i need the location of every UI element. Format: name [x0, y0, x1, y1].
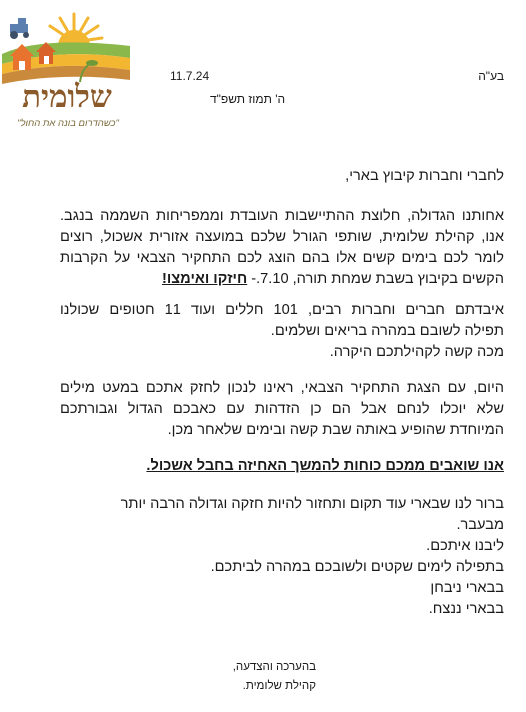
paragraph-2-line: מכה קשה לקהילתכם היקרה.: [329, 344, 504, 360]
paragraph-5-line: ליבנו איתכם.: [426, 538, 504, 554]
paragraph-3: [60, 378, 504, 441]
paragraph-2-line: איבדתם חברים וחברות רבים, 101 חללים ועוד 11 חטופים שכולנו: [60, 302, 504, 318]
logo-artwork-icon: [2, 8, 130, 88]
document-date: 11.7.24: [170, 69, 210, 83]
paragraph-3-line: שלא יוכלו לנחם אבל הם כן הזדהות עם כאבכם הגדול וגבורתכם: [60, 401, 504, 417]
logo-slogan: "כשהדרום בונה את החול": [17, 118, 119, 129]
paragraph-1-line: אחותנו הגדולה, חלוצת ההתיישבות העובדת וממפריחות השממה בנגב.: [60, 208, 504, 224]
paragraph-6-line: בבארי ננצח.: [428, 601, 504, 617]
greeting-line: לחברי וחברות קיבוץ בארי,: [345, 168, 504, 184]
paragraph-2-line: תפילה לשובם במהרה בריאים ושלמים.: [270, 323, 504, 339]
letter-signature: [233, 658, 316, 696]
paragraph-5-line: מבעבר.: [456, 517, 504, 533]
paragraph-4: [60, 456, 504, 477]
paragraph-6-line: בבארי ניבחן: [430, 580, 504, 596]
paragraph-1-line: לומר לכם בימים קשים אלו בהם הוצג לכם התחקיר הצבאי על הקרבות: [60, 250, 504, 266]
paragraph-3-line: המיוחדת שהופיע באותה שבת קשה ובימים שלאחר מכן.: [167, 422, 504, 438]
shlomit-logo: [2, 8, 130, 129]
paragraph-1-last-line: [60, 269, 504, 290]
paragraph-5-line: ברור לנו שבארי עוד תקום ותחזור להיות חזקה וגדולה הרבה יותר: [120, 496, 504, 512]
strength-callout: חיזקו ואימצו!: [162, 271, 248, 287]
bsd-heading: בע"ה: [478, 69, 504, 83]
hebrew-date: ה' תמוז תשפ"ד: [210, 92, 286, 106]
paragraph-6: [60, 578, 504, 620]
paragraph-1-last-text: הקשים בקיבוץ בשבת שמחת תורה, 7.10.-: [251, 271, 504, 287]
paragraph-2: [60, 300, 504, 363]
letter-greeting: [60, 166, 504, 187]
logo-name: שלומית: [22, 79, 112, 115]
paragraph-5: [60, 494, 504, 578]
paragraph-5-line: בתפילה לימים שקטים ולשובכם במהרה לביתכם.: [210, 559, 504, 575]
signature-line: קהילת שלומית.: [242, 680, 316, 692]
signature-line: בהערכה והצדעה,: [232, 661, 316, 673]
paragraph-3-line: היום, עם הצגת התחקיר הצבאי, ראינו לנכון לחזק אתכם במעט מילים: [60, 380, 504, 396]
strength-statement: אנו שואבים ממכם כוחות להמשך האחיזה בחבל אשכול.: [146, 458, 504, 474]
paragraph-1-line: אנו, קהילת שלומית, שותפי הגורל שלכם במועצה אזורית אשכול, רוצים: [60, 229, 504, 245]
paragraph-1: [60, 206, 504, 290]
